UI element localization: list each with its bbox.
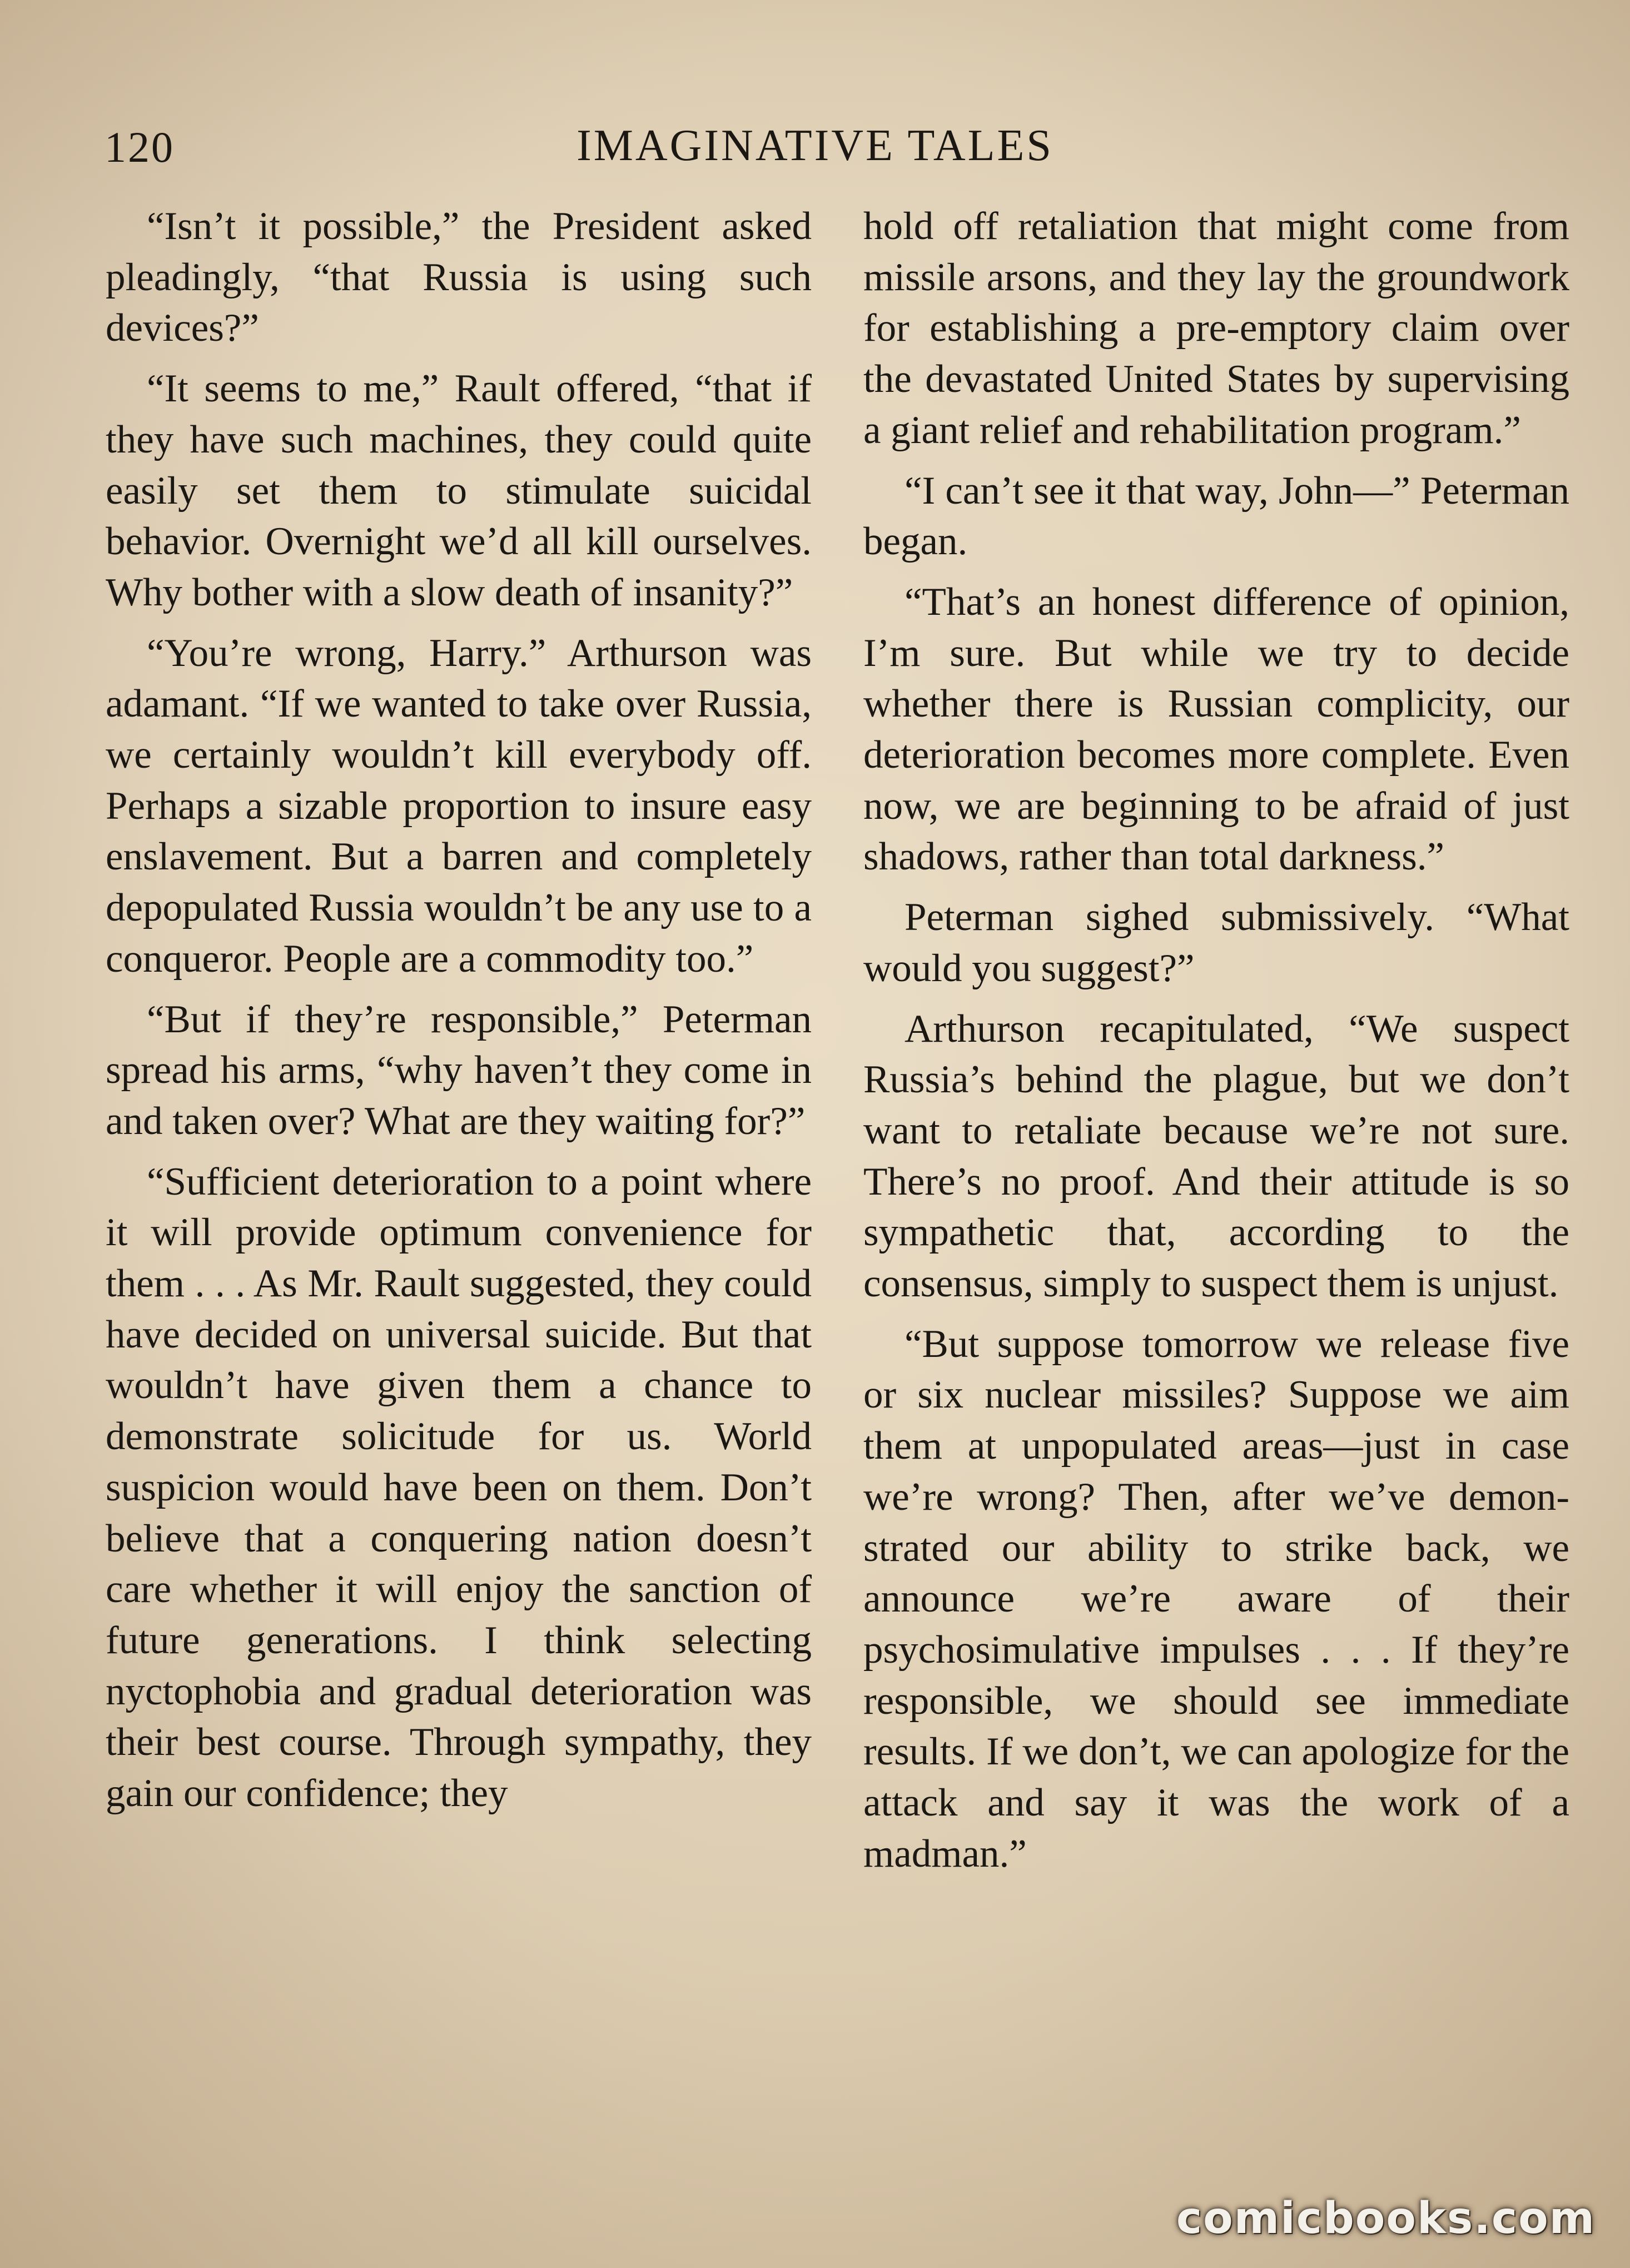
right-column xyxy=(863,201,1569,1889)
page-number: 120 xyxy=(105,123,175,171)
paragraph: “Isn’t it possible,” the President asked pleadingly, “that Russia is using such devices?” xyxy=(106,205,812,350)
paragraph: “It seems to me,” Rault offered, “that if they have such machines, they could quite easily set them to stimulate suicidal behavior. Overnight we’d all kill ourselves. Why bother with a slow death of insanity?” xyxy=(106,367,812,614)
paragraph: “You’re wrong, Harry.” Arthurson was adamant. “If we wanted to take over Russia, we certainly wouldn’t kill everybody off. Perhaps a sizable proportion to insure easy enslavement. But a barren and completely depopulated Russia wouldn’t be any use to a conqueror. People are a commodity too.” xyxy=(106,631,812,981)
running-head: IMAGINATIVE TALES xyxy=(577,121,1053,170)
paragraph: “I can’t see it that way, John—” Peterman began. xyxy=(863,469,1569,564)
watermark: comicbooks.com xyxy=(1176,2194,1596,2244)
left-column xyxy=(106,201,812,1829)
paragraph: Arthurson recapitulated, “We suspect Russia’s behind the plague, but we don’t want to retaliate because we’re not sure. There’s no proof. And their attitude is so sympathetic that, according to the consensus, simply to suspect them is unjust. xyxy=(863,1007,1569,1306)
paragraph: “Sufficient deterioration to a point where it will provide optimum convenience for them . . . As Mr. Rault suggested, they could have decided on universal suicide. But that wouldn’t have given them a chance to demonstrate solicitude for us. World suspicion would have been on them. Don’t believe that a conquering nation doesn’t care whether it will enjoy the sanction of future generations. I think selecting nyctophobia and gradual deterioration was their best course. Through sympathy, they gain our confidence; they xyxy=(106,1160,812,1816)
paragraph: “But if they’re responsible,” Peterman spread his arms, “why haven’t they come in and taken over? What are they waiting for?” xyxy=(106,997,812,1143)
paragraph: Peterman sighed submissively. “What would you suggest?” xyxy=(863,896,1569,990)
paragraph: “That’s an honest difference of opinion, I’m sure. But while we try to decide whether there is Russian complicity, our deterioration becomes more complete. Even now, we are beginning to be afraid of just shadows, rather than total darkness.” xyxy=(863,580,1569,879)
paragraph-continued: hold off retaliation that might come from missile arsons, and they lay the groundwork for establishing a pre-emptory claim over the devastated United States by supervising a giant relief and rehabilitation program.” xyxy=(863,205,1569,452)
paragraph: “But suppose tomorrow we release five or six nuclear missiles? Suppose we aim them at unpopulated areas—just in case we’re wrong? Then, after we’ve demonstrated our ability to strike back, we announce we’re aware of their psychosimulative impulses . . . If they’re responsible, we should see immediate results. If we don’t, we can apologize for the attack and say it was the work of a madman.” xyxy=(863,1322,1569,1876)
